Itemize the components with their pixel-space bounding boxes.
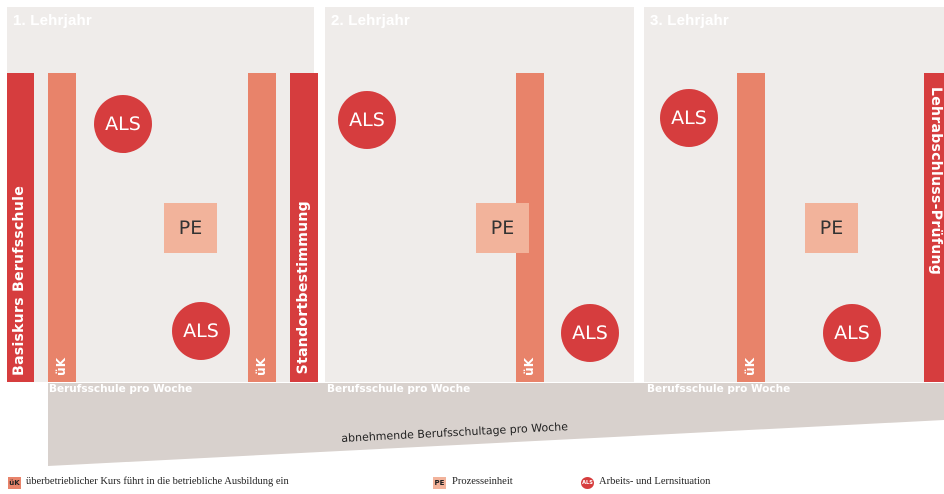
berufsschule-label: Berufsschule pro Woche — [647, 383, 791, 395]
uek-bar — [737, 73, 765, 382]
decreasing-days-note: abnehmende Berufsschultage pro Woche — [341, 420, 569, 445]
uek-label: üK — [254, 358, 268, 376]
legend-pe-text: Prozesseinheit — [452, 476, 513, 487]
legend-als-text: Arbeits- und Lernsituation — [599, 476, 711, 487]
panel-title: 3. Lehrjahr — [650, 12, 729, 29]
als-circle: ALS — [660, 89, 718, 147]
berufsschule-label: Berufsschule pro Woche — [327, 383, 471, 395]
als-circle: ALS — [561, 304, 619, 362]
uek-bar — [48, 73, 76, 382]
panel-title: 2. Lehrjahr — [331, 12, 410, 29]
basiskurs-label: Basiskurs Berufsschule — [11, 186, 27, 376]
als-circle: ALS — [172, 302, 230, 360]
pe-box: PE — [805, 203, 858, 253]
als-circle: ALS — [94, 95, 152, 153]
panel-title: 1. Lehrjahr — [13, 12, 92, 29]
pe-box: PE — [164, 203, 217, 253]
pe-box: PE — [476, 203, 529, 253]
als-circle: ALS — [823, 304, 881, 362]
uek-label: üK — [743, 358, 757, 376]
legend-als-swatch — [581, 477, 594, 489]
abschluss-label: Lehrabschluss-Prüfung — [928, 87, 944, 276]
legend-pe-abbr: PE — [434, 479, 445, 487]
standort-bar — [290, 73, 318, 382]
panel-year-3 — [644, 7, 944, 382]
uek-label: üK — [522, 358, 536, 376]
legend-uek-abbr: üK — [9, 479, 20, 487]
berufsschule-label: Berufsschule pro Woche — [49, 383, 193, 395]
legend-als-abbr: ALS — [582, 480, 593, 486]
legend-uek-swatch — [8, 477, 21, 489]
legend-pe-swatch — [433, 477, 446, 489]
legend-uek-text: überbetrieblicher Kurs führt in die betriebliche Ausbildung ein — [26, 476, 289, 487]
standort-label: Standortbestimmung — [295, 200, 311, 374]
als-circle: ALS — [338, 91, 396, 149]
uek-label: üK — [54, 358, 68, 376]
uek-bar — [248, 73, 276, 382]
abschluss-bar — [924, 73, 944, 382]
basiskurs-bar — [7, 73, 34, 382]
